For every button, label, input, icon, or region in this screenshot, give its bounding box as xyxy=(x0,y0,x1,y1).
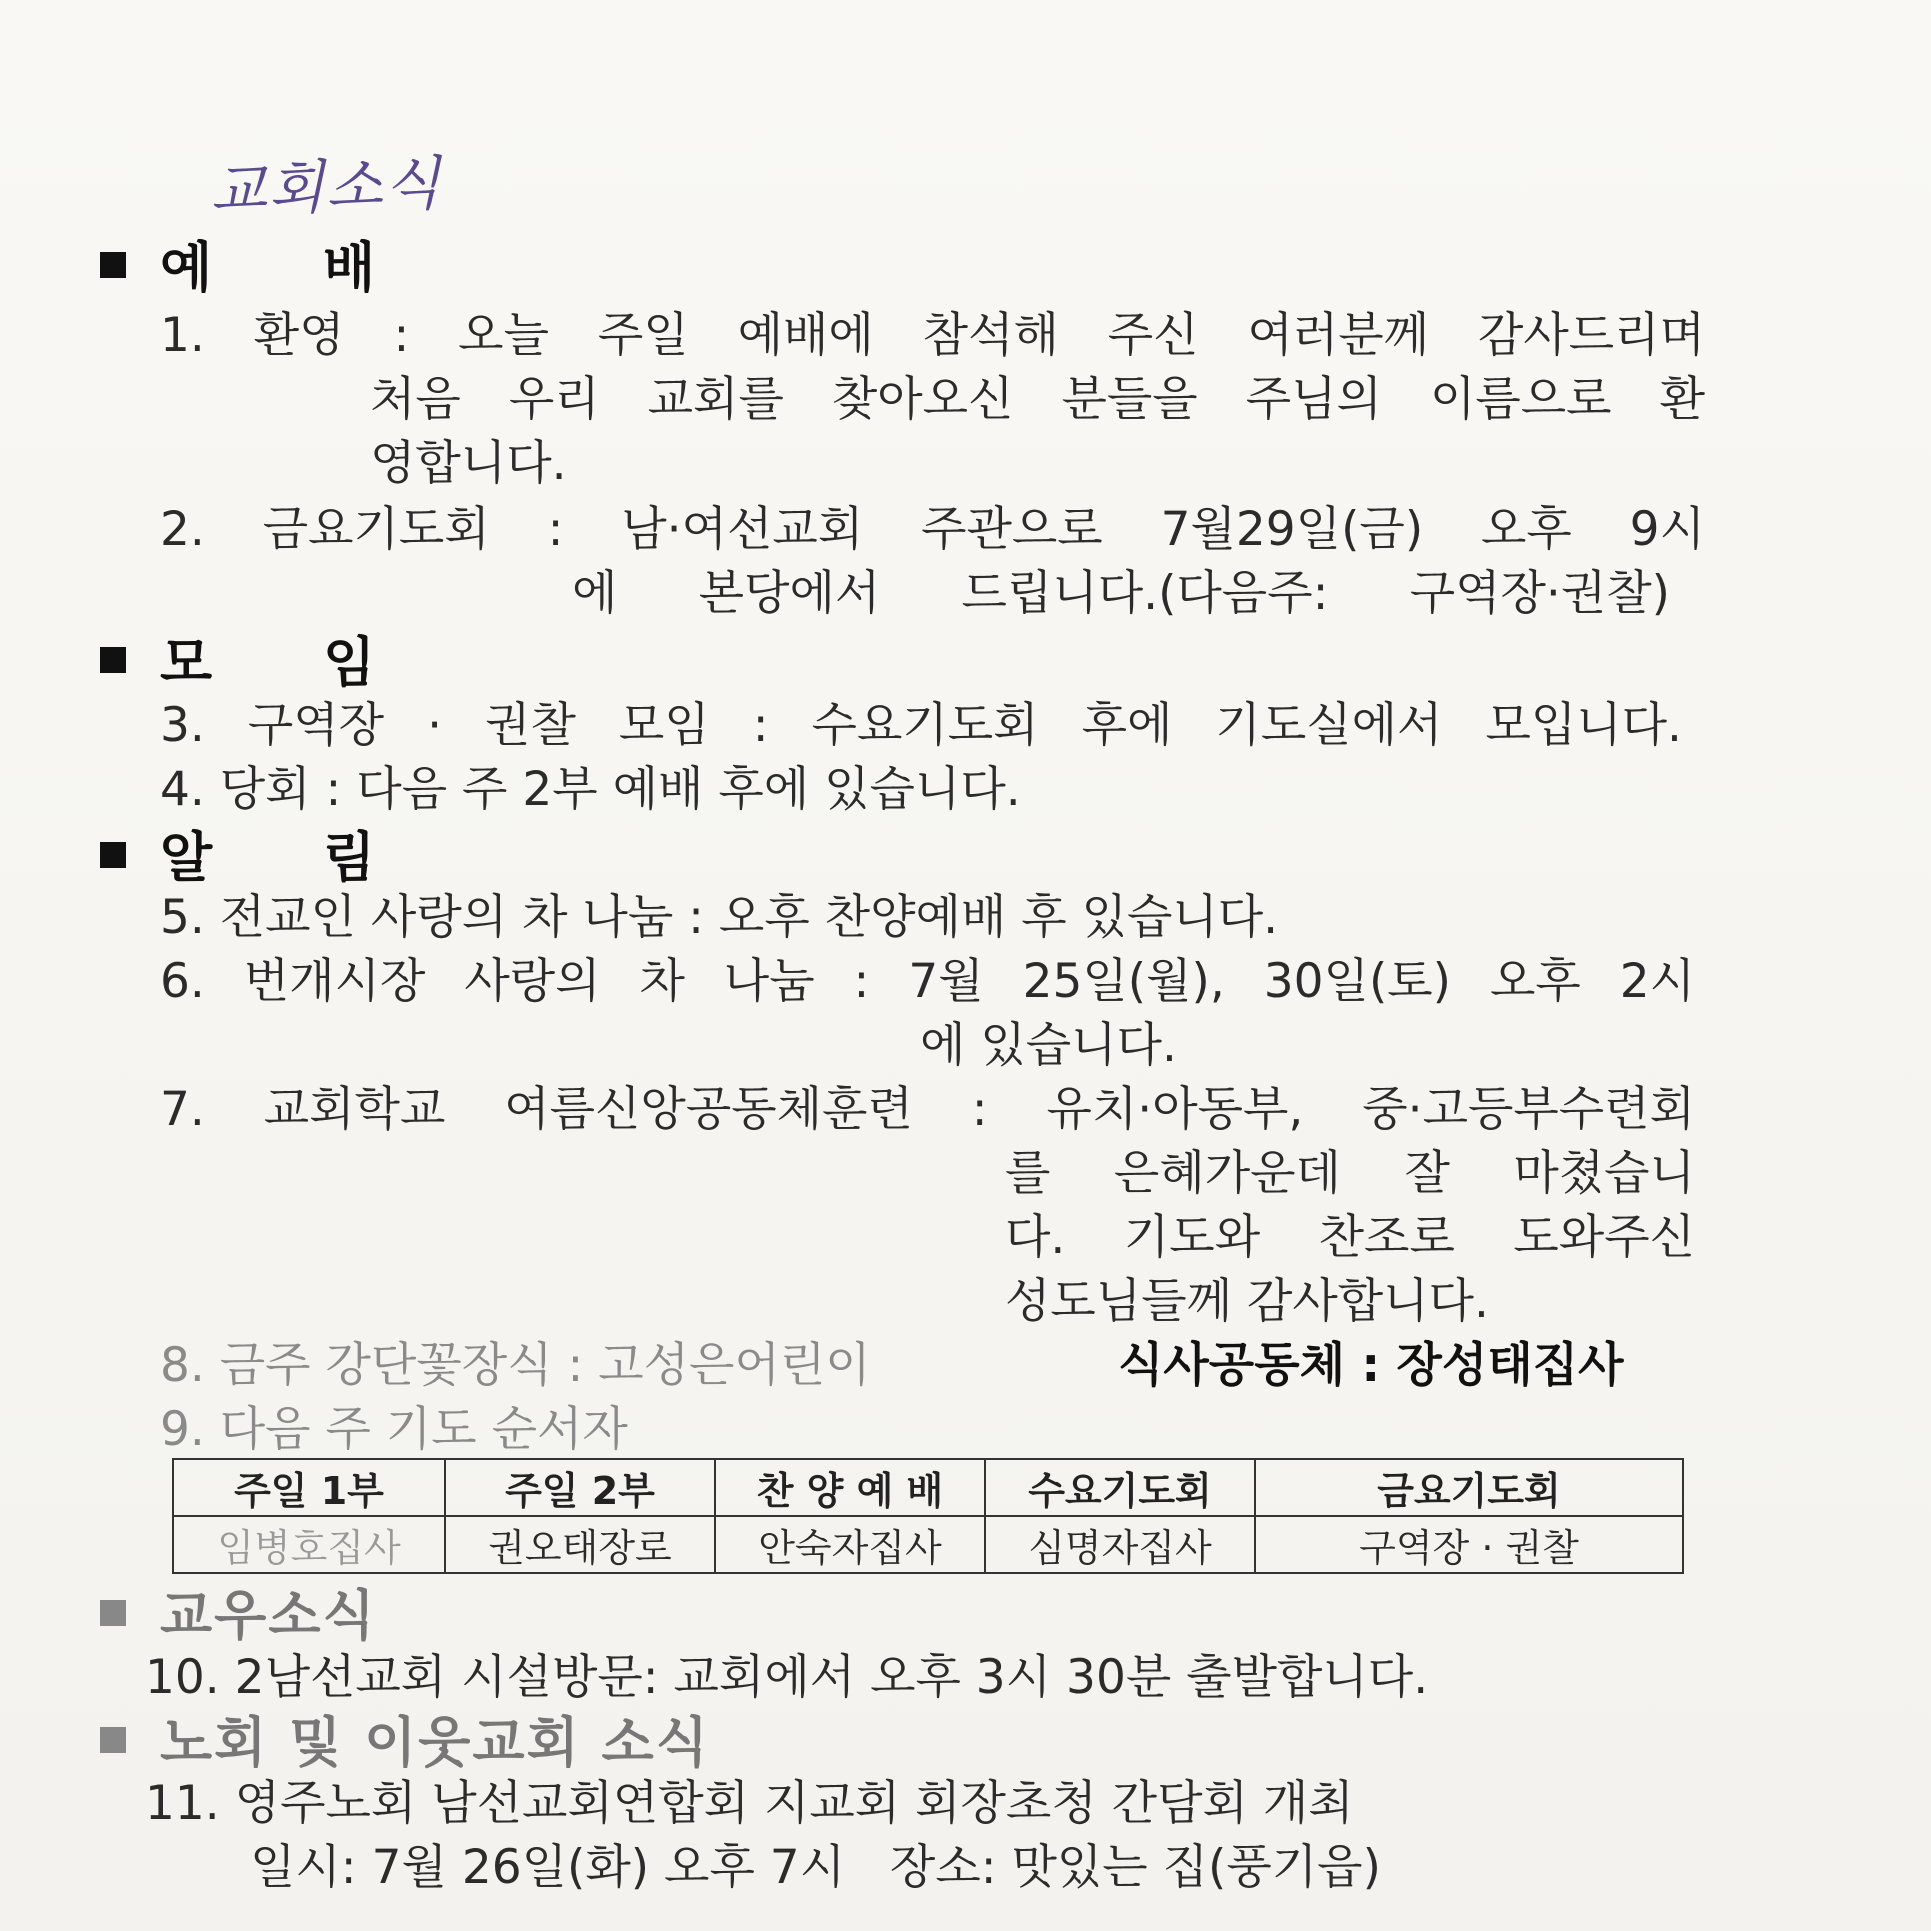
square-bullet-icon xyxy=(100,1600,126,1626)
section-meeting xyxy=(100,620,421,697)
roster-name-cell: 안숙자집사 xyxy=(715,1516,985,1573)
roster-name-row xyxy=(173,1516,1683,1573)
roster-header-cell: 주일 2부 xyxy=(445,1459,715,1516)
section-worship xyxy=(100,225,421,302)
item-2-line-2: 에 본당에서 드립니다.(다음주: 구역장·권찰) xyxy=(572,566,1670,621)
item-4: 4. 당회 : 다음 주 2부 예배 후에 있습니다. xyxy=(160,762,1021,817)
item-8-meal: 식사공동체 : 장성태집사 xyxy=(1118,1338,1624,1393)
roster-header-row xyxy=(173,1459,1683,1516)
item-1-line-3: 영합니다. xyxy=(370,436,567,491)
item-7-line-4: 성도님들께 감사합니다. xyxy=(1005,1274,1489,1329)
item-1-line-1: 1. 환영 : 오늘 주일 예배에 참석해 주신 여러분께 감사드리며 xyxy=(160,308,1705,363)
section-presbytery-label: 노회 및 이웃교회 소식 xyxy=(160,1711,710,1774)
section-meeting-label: 모 임 xyxy=(160,631,422,694)
square-bullet-icon xyxy=(100,842,126,868)
item-7-line-3: 다. 기도와 찬조로 도와주신 xyxy=(1005,1210,1695,1265)
section-worship-label: 예 배 xyxy=(160,236,422,299)
item-11-line-1: 11. 영주노회 남선교회연합회 지교회 회장초청 간담회 개최 xyxy=(145,1776,1354,1831)
roster-name-cell: 구역장 · 권찰 xyxy=(1255,1516,1683,1573)
prayer-roster-table xyxy=(172,1458,1684,1574)
item-3: 3. 구역장 · 권찰 모임 : 수요기도회 후에 기도실에서 모입니다. xyxy=(160,698,1682,753)
roster-header-cell: 주일 1부 xyxy=(173,1459,445,1516)
roster-header-cell: 찬 양 예 배 xyxy=(715,1459,985,1516)
square-bullet-icon xyxy=(100,252,126,278)
item-6-line-1: 6. 번개시장 사랑의 차 나눔 : 7월 25일(월), 30일(토) 오후 2시 xyxy=(160,954,1695,1009)
item-8-flower: 8. 금주 강단꽃장식 : 고성은어린이 xyxy=(160,1338,871,1393)
item-5: 5. 전교인 사랑의 차 나눔 : 오후 찬양예배 후 있습니다. xyxy=(160,890,1279,945)
section-members xyxy=(100,1573,377,1650)
roster-name-cell: 권오태장로 xyxy=(445,1516,715,1573)
item-2-line-1: 2. 금요기도회 : 남·여선교회 주관으로 7월29일(금) 오후 9시 xyxy=(160,502,1705,557)
item-7-line-2: 를 은혜가운데 잘 마쳤습니 xyxy=(1005,1146,1695,1201)
item-1-line-2: 처음 우리 교회를 찾아오신 분들을 주님의 이름으로 환 xyxy=(370,372,1705,427)
roster-header-cell: 수요기도회 xyxy=(985,1459,1255,1516)
handwritten-title: 교회소식 xyxy=(209,148,444,226)
item-10: 10. 2남선교회 시설방문: 교회에서 오후 3시 30분 출발합니다. xyxy=(145,1650,1429,1705)
item-9: 9. 다음 주 기도 순서자 xyxy=(160,1402,628,1457)
item-11-line-2: 일시: 7월 26일(화) 오후 7시 장소: 맛있는 집(풍기읍) xyxy=(250,1840,1381,1895)
square-bullet-icon xyxy=(100,1727,126,1753)
section-notice-label: 알 림 xyxy=(160,826,422,889)
item-7-line-1: 7. 교회학교 여름신앙공동체훈련 : 유치·아동부, 중·고등부수련회 xyxy=(160,1082,1695,1137)
roster-name-cell: 임병호집사 xyxy=(173,1516,445,1573)
item-6-line-2: 에 있습니다. xyxy=(920,1018,1177,1073)
roster-header-cell: 금요기도회 xyxy=(1255,1459,1683,1516)
square-bullet-icon xyxy=(100,647,126,673)
section-members-label: 교우소식 xyxy=(160,1584,377,1647)
roster-name-cell: 심명자집사 xyxy=(985,1516,1255,1573)
